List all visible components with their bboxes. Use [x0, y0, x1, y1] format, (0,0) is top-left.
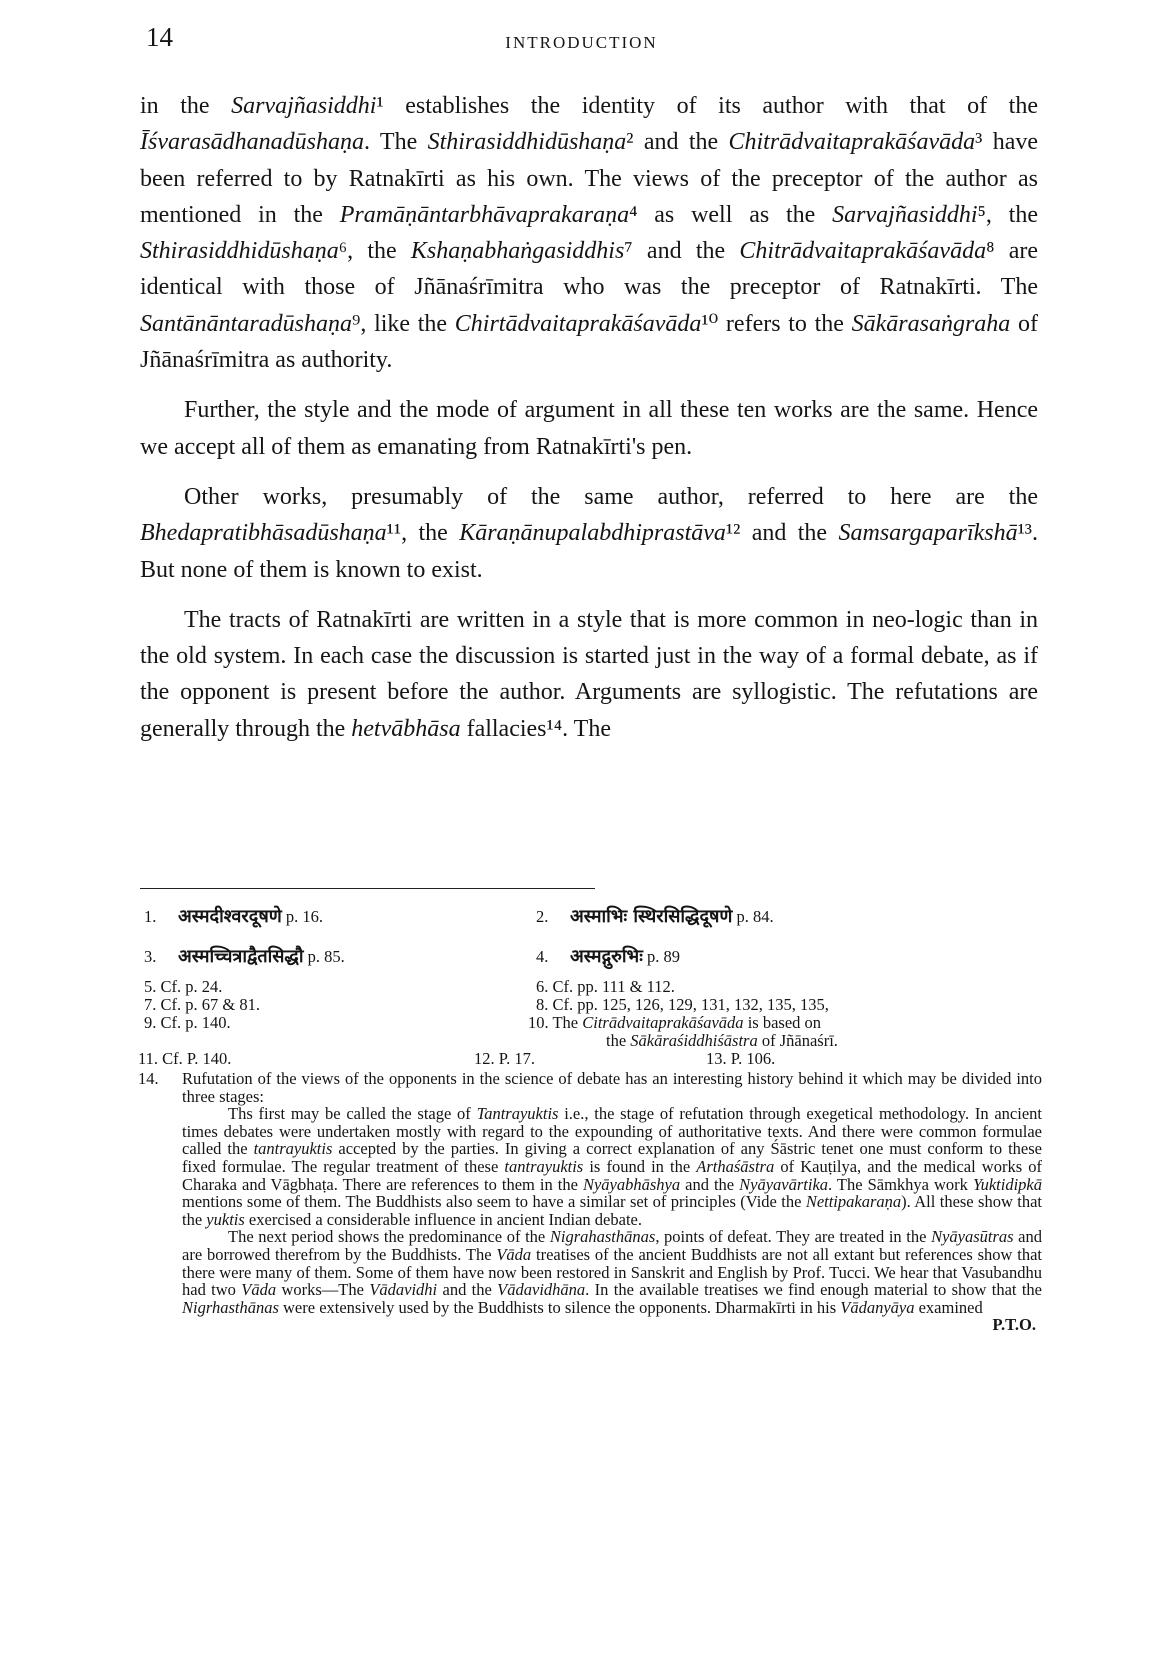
- footnote-row-11-13: [138, 1049, 1042, 1068]
- paragraph-1: in the Sarvajñasiddhi¹ establishes the identity of its author with that of the Īśvarasādhanadūshaṇa. The Sthirasiddhidūshaṇa² and the Chitrādvaitaprakāśavāda³ have been referred to by Ratnakīrti as his own. The views of the preceptor of the author as mentioned in the Pramāṇāntarbhāvaprakaraṇa⁴ as well as the Sarvajñasiddhi⁵, the Sthirasiddhidūshaṇa⁶, the Kshaṇabhaṅgasiddhis⁷ and the Chitrādvaitaprakāśavāda⁸ are identical with those of Jñānaśrīmitra who was the preceptor of Ratnakīrti. The Santānāntaradūshaṇa⁹, like the Chirtādvaitaprakāśavāda¹⁰ refers to the Sākārasaṅgraha of Jñānaśrīmitra as authority.: [140, 93, 1039, 374]
- footnote-10: 10. The Citrādvaitaprakāśavāda is based on: [528, 1013, 822, 1032]
- footnote-2: अस्माभिः स्थिरसिद्धिदूषणे p. 84.: [570, 906, 774, 927]
- paragraph-4: The tracts of Ratnakīrti are written in a style that is more common in neo-logic than in the old system. In each case the discussion is started just in the way of a formal debate, as if the opponent is present before the author. Arguments are syllogistic. The refutations are generally through the hetvābhāsa fallacies¹⁴. The: [140, 606, 1038, 742]
- footnote-9: 9. Cf. p. 140.: [144, 1013, 231, 1032]
- footnote-8: 8. Cf. pp. 125, 126, 129, 131, 132, 135, 135,: [536, 995, 829, 1014]
- footnote-3: अस्मच्चित्राद्वैतसिद्धौ p. 85.: [178, 946, 345, 967]
- footnote-5: 5. Cf. p. 24.: [144, 977, 223, 996]
- footnotes: [138, 898, 1043, 1335]
- footnote-row-7-8: [144, 996, 1042, 1014]
- footnote-row-3-4: [144, 938, 1042, 978]
- footnote-4: अस्मद्गुरुभिः p. 89: [570, 946, 680, 967]
- footnote-10-continuation: the Sākāraśiddhiśāstra of Jñānaśrī.: [606, 1031, 838, 1050]
- footnote-2-number: 2.: [536, 907, 549, 926]
- page-number: 14: [146, 22, 173, 52]
- footnote-7: 7. Cf. p. 67 & 81.: [144, 995, 260, 1014]
- paragraph-3: Other works, presumably of the same author, referred to here are the Bhedapratibhāsadūshaṇa¹¹, the Kāraṇānupalabdhiprastāva¹² and the Samsargaparīkshā¹³. But none of them is known to exist.: [140, 483, 1038, 583]
- footnote-4-number: 4.: [536, 947, 549, 966]
- running-head: INTRODUCTION: [505, 33, 658, 52]
- footnote-1-number: 1.: [144, 907, 157, 926]
- footnote-1: अस्मदीश्वरदूषणे p. 16.: [178, 906, 323, 927]
- footnote-11: 11. Cf. P. 140.: [138, 1049, 232, 1068]
- footnote-13: 13. P. 106.: [706, 1049, 776, 1068]
- footnote-14-number: 14.: [138, 1069, 159, 1088]
- footnote-6: 6. Cf. pp. 111 & 112.: [536, 977, 675, 996]
- footnote-14-para-2: Ths first may be called the stage of Tantrayuktis i.e., the stage of refutation through exegetical methodology. In ancient times debates were undertaken mostly with regard to the expounding of authoritative texts. And there were common formulae called the tantrayuktis accepted by the parties. In giving a correct explanation of any Śāstric tenet one must conform to these fixed formulae. The regular treatment of these tantrayuktis is found in the Arthaśāstra of Kauṭilya, and the medical works of Charaka and Vāgbhaṭa. There are references to them in the Nyāyabhāshya and the Nyāyavārtika. The Sāmkhya work Yuktidipkā mentions some of them. The Buddhists also seem to have a similar set of principles (Vide the Nettipakaraṇa). All these show that the yuktis exercised a considerable influence in ancient Indian debate.: [182, 1104, 1043, 1229]
- footnote-14-para-1: Rufutation of the views of the opponents in the science of debate has an interesting history behind it which may be divided into three stages:: [182, 1069, 1042, 1106]
- footnote-14: [138, 1069, 1043, 1335]
- footnote-row-9-10: [144, 1014, 1042, 1032]
- body-text: [140, 88, 1038, 747]
- footnote-row-1-2: [144, 898, 1042, 938]
- footnote-3-number: 3.: [144, 947, 157, 966]
- please-turn-over: P.T.O.: [992, 1315, 1036, 1335]
- footnote-14-para-3: The next period shows the predominance of the Nigrahasthānas, points of defeat. They are treated in the Nyāyasūtras and are borrowed therefrom by the Buddhists. The Vāda treatises of the ancient Buddhists are not all extant but references show that there were many of them. Some of them have now been restored in Sanskrit and English by Prof. Tucci. We hear that Vasubandhu had two Vāda works—The Vādavidhi and the Vādavidhāna. In the available treatises we find enough material to show that the Nigrhasthānas were extensively used by the Buddhists to silence the opponents. Dharmakīrti in his Vādanyāya examined: [182, 1227, 1043, 1317]
- footnote-row-5-6: [144, 978, 1042, 996]
- footnote-12: 12. P. 17.: [474, 1049, 535, 1068]
- footnote-rule: [140, 888, 595, 889]
- paragraph-2: Further, the style and the mode of argument in all these ten works are the same. Hence we accept all of them as emanating from Ratnakīrti's pen.: [140, 397, 1038, 460]
